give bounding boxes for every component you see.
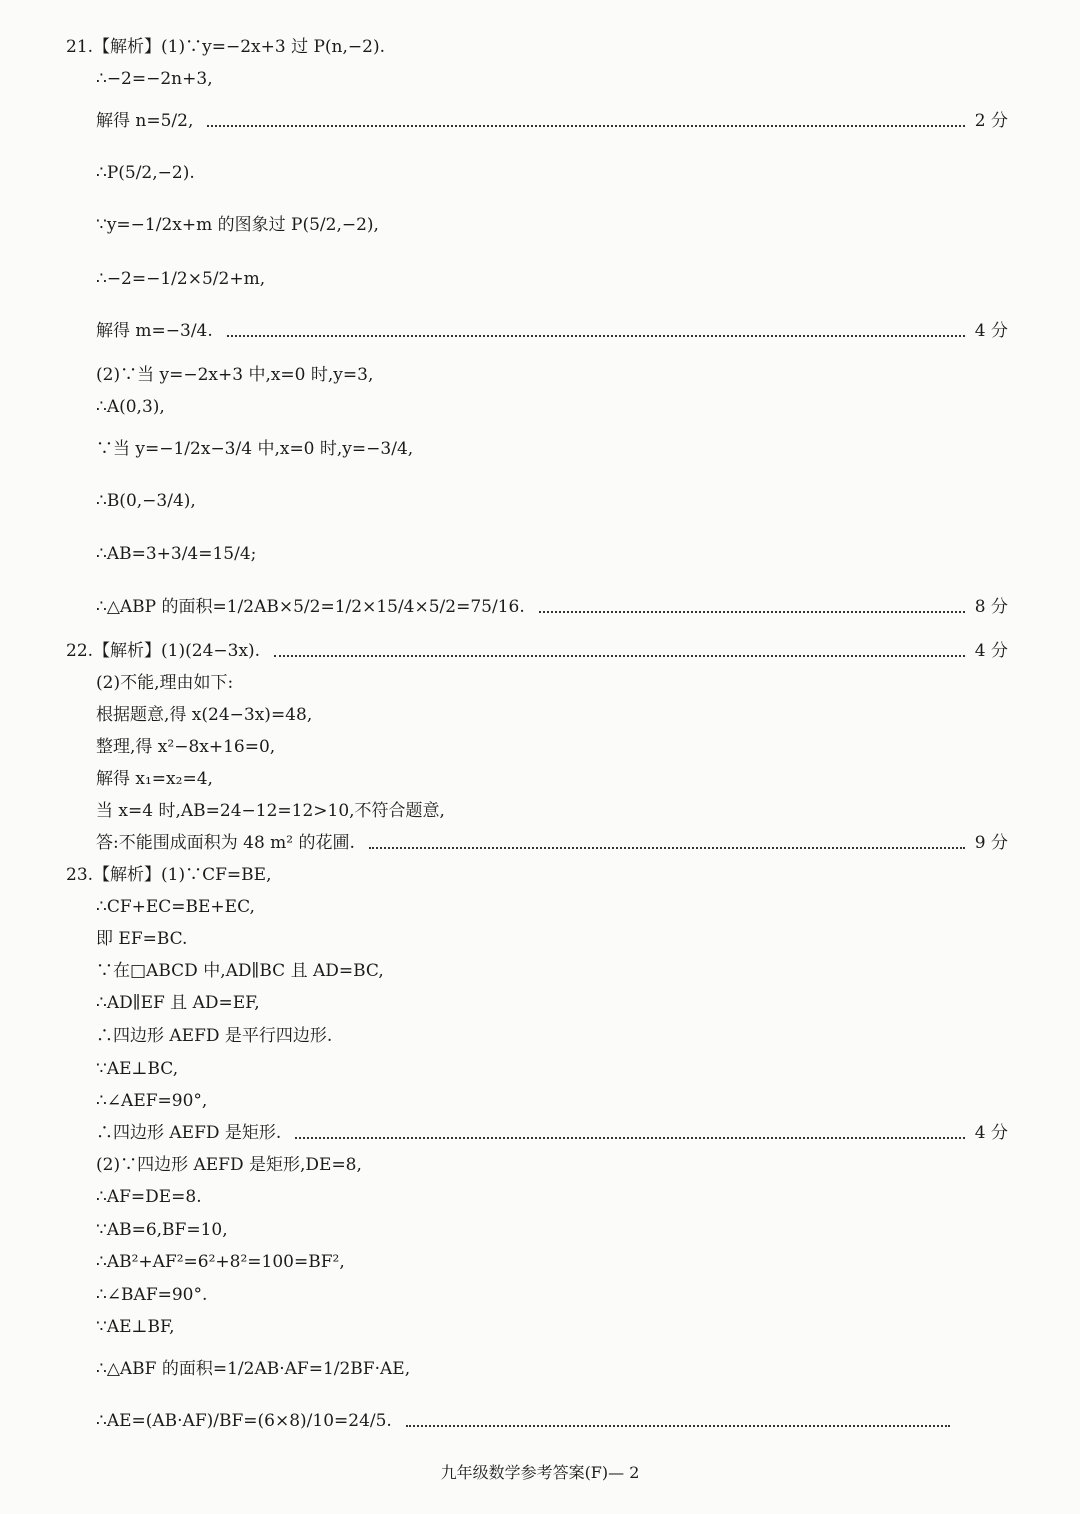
solution-text: ∵在□ABCD 中,AD∥BC 且 AD=BC,	[96, 961, 384, 981]
leader-dots	[369, 847, 965, 849]
solution-text: 当 x=4 时,AB=24−12=12>10,不符合题意,	[96, 801, 445, 821]
solution-text: ∴AE=(AB·AF)/BF=(6×8)/10=24/5.	[96, 1411, 392, 1431]
solution-text: ∴∠AEF=90°,	[96, 1091, 208, 1111]
solution-text: 答:不能围成面积为 48 m² 的花圃.	[96, 833, 355, 853]
solution-text: ∴B(0,−3/4),	[96, 491, 196, 511]
solution-text: ∴AD∥EF 且 AD=EF,	[96, 993, 260, 1013]
solution-text: 21.【解析】(1)∵y=−2x+3 过 P(n,−2).	[66, 37, 385, 57]
solution-text: 解得 n=5/2,	[96, 111, 194, 131]
score-label: 8 分	[974, 597, 1008, 617]
solution-text: ∴A(0,3),	[96, 397, 165, 417]
solution-text: 即 EF=BC.	[96, 929, 188, 949]
solution-text: (2)不能,理由如下:	[96, 673, 234, 693]
leader-dots	[295, 1137, 965, 1139]
solution-text: ∴四边形 AEFD 是矩形.	[96, 1123, 282, 1143]
solution-text: ∴△ABP 的面积=1/2AB×5/2=1/2×15/4×5/2=75/16.	[96, 597, 525, 617]
solution-text: 23.【解析】(1)∵CF=BE,	[66, 865, 272, 885]
solution-text: ∵当 y=−1/2x−3/4 中,x=0 时,y=−3/4,	[96, 439, 414, 459]
solution-text: ∵y=−1/2x+m 的图象过 P(5/2,−2),	[96, 215, 379, 235]
score-label: 4 分	[974, 321, 1008, 341]
solution-text: ∴CF+EC=BE+EC,	[96, 897, 255, 917]
score-label: 9 分	[974, 833, 1008, 853]
solution-text: ∴四边形 AEFD 是平行四边形.	[96, 1026, 333, 1046]
leader-dots	[227, 335, 965, 337]
solution-text: 整理,得 x²−8x+16=0,	[96, 737, 276, 757]
solution-text: ∴∠BAF=90°.	[96, 1285, 208, 1305]
solution-text: ∴−2=−1/2×5/2+m,	[96, 269, 266, 289]
solution-text: ∴AB=3+3/4=15/4;	[96, 544, 257, 564]
leader-dots	[274, 655, 965, 657]
solution-text: 解得 m=−3/4.	[96, 321, 213, 341]
solution-text: (2)∵当 y=−2x+3 中,x=0 时,y=3,	[96, 365, 374, 385]
score-label: 4 分	[974, 641, 1008, 661]
solution-text: ∴△ABF 的面积=1/2AB·AF=1/2BF·AE,	[96, 1359, 411, 1379]
solution-text: ∵AE⊥BC,	[96, 1059, 179, 1079]
leader-dots	[207, 125, 965, 127]
solution-text: 根据题意,得 x(24−3x)=48,	[96, 705, 313, 725]
solution-text: ∵AE⊥BF,	[96, 1317, 175, 1337]
solution-text: ∵AB=6,BF=10,	[96, 1220, 228, 1240]
leader-dots	[406, 1425, 950, 1427]
score-label: 2 分	[974, 111, 1008, 131]
solution-text: ∴AF=DE=8.	[96, 1187, 202, 1207]
solution-text: 22.【解析】(1)(24−3x).	[66, 641, 261, 661]
leader-dots	[539, 611, 965, 613]
page-footer: 九年级数学参考答案(F)— 2	[440, 1463, 640, 1482]
solution-text: ∴P(5/2,−2).	[96, 163, 195, 183]
solution-text: ∴−2=−2n+3,	[96, 69, 213, 89]
solution-text: (2)∵四边形 AEFD 是矩形,DE=8,	[96, 1155, 362, 1175]
score-label: 4 分	[974, 1123, 1008, 1143]
solution-text: ∴AB²+AF²=6²+8²=100=BF²,	[96, 1252, 345, 1272]
solution-text: 解得 x₁=x₂=4,	[96, 769, 213, 789]
